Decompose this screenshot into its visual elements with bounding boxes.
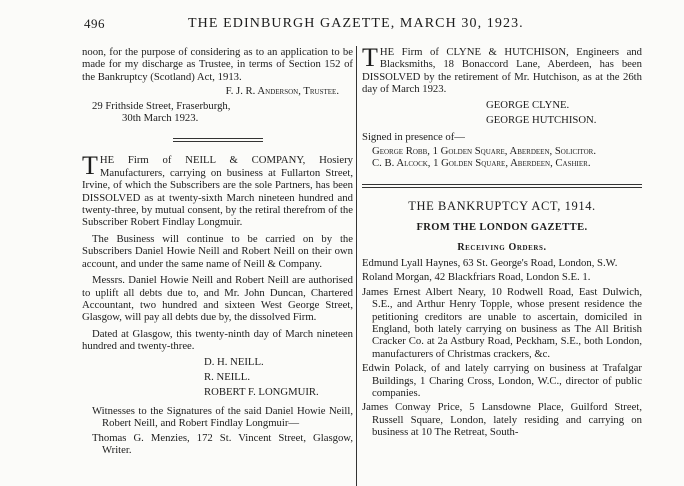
receiving-order-entry: Edwin Polack, of and lately carrying on business at Trafalgar Buildings, 1 Charing Cross, London, W.C., director of public companies. xyxy=(362,362,642,399)
double-rule xyxy=(173,138,263,142)
signatory-clyne: GEORGE CLYNE. xyxy=(486,98,570,111)
witness-1: Thomas G. Menzies, 172 St. Vincent Street, Glasgow, Writer. xyxy=(92,431,353,456)
neill-dissolution-para3: Messrs. Daniel Howie Neill and Robert Neill are authorised to uplift all debts due to, and Mr. John Duncan, Chartered Accountant, two hundred and sixteen West George Street, Glasgow, will pay all debts due by, the dissolved Firm. xyxy=(82,274,353,324)
drop-cap: T xyxy=(82,151,98,181)
trustee-notice-text: noon, for the purpose of considering as to an application to be made for my discharge as Trustee, in terms of Section 152 of the Bankruptcy (Scotland) Act, 1913. xyxy=(82,46,353,83)
neill-dissolution-para1 xyxy=(82,151,353,229)
witness-intro: Witnesses to the Signatures of the said Daniel Howie Neill, Robert Neill, and Robert Findlay Longmuir— xyxy=(92,404,353,430)
signatory-1: D. H. NEILL. xyxy=(204,355,264,368)
trustee-signature xyxy=(82,85,353,97)
signatory-2: R. NEILL. xyxy=(204,370,251,383)
clyne-dissolution-text xyxy=(362,43,642,96)
receiving-orders-heading: Receiving Orders. xyxy=(457,242,547,254)
receiving-order-entry: Roland Morgan, 42 Blackfriars Road, London S.E. 1. xyxy=(362,271,591,284)
neill-dissolution-para2: The Business will continue to be carried on by the Subscribers Daniel Howie Neill and Robert Neill on their own account, and under the same name of Neill & Company. xyxy=(82,232,353,270)
trustee-address: 29 Frithside Street, Fraserburgh, xyxy=(92,99,231,112)
trustee-name: F. J. R. Anderson, Trustee. xyxy=(225,85,339,98)
signatory-hutchison: GEORGE HUTCHISON. xyxy=(486,114,597,127)
right-column xyxy=(362,43,642,441)
witness-robb: George Robb, 1 Golden Square, Aberdeen, Solicitor. xyxy=(372,144,597,157)
page-header xyxy=(84,16,644,32)
signed-in-presence: Signed in presence of— xyxy=(362,131,465,144)
drop-cap: T xyxy=(362,43,378,72)
double-rule xyxy=(362,184,642,188)
act-title: THE BANKRUPTCY ACT, 1914. xyxy=(408,198,596,213)
neill-dissolution-para4: Dated at Glasgow, this twenty-ninth day of March nineteen hundred and twenty-three. xyxy=(82,327,353,353)
page-number: 496 xyxy=(84,16,105,31)
column-divider xyxy=(356,46,357,486)
receiving-order-entry: James Conway Price, 5 Lansdowne Place, Guilford Street, Russell Square, London, lately residing and carrying on business at 10 The Retreat, South- xyxy=(362,401,642,439)
clyne-text: HE Firm of CLYNE & HUTCHISON, Engineers and Blacksmiths, 18 Bonaccord Lane, Aberdeen, has been DISSOLVED by the retirement of Mr. Hutchison, as at the 26th day of March 1923. xyxy=(362,46,642,96)
receiving-order-entry: Edmund Lyall Haynes, 63 St. George's Road, London, S.W. xyxy=(362,256,618,269)
witness-alcock: C. B. Alcock, 1 Golden Square, Aberdeen, Cashier. xyxy=(372,157,591,170)
receiving-order-entry: James Ernest Albert Neary, 10 Rodwell Road, East Dulwich, S.E., and Arthur Henry Topple, whose present residence the petitioning creditors are unable to ascertain, domiciled in England, both lately carrying on business as The All British Cracker Co. at 2a Astbury Road, Peckham, S.E., both London, manufacturers of Christmas crackers, &c. xyxy=(362,285,642,360)
left-column xyxy=(82,46,353,456)
trustee-date: 30th March 1923. xyxy=(122,112,199,125)
act-source: FROM THE LONDON GAZETTE. xyxy=(416,222,588,234)
signatory-3: ROBERT F. LONGMUIR. xyxy=(204,386,319,399)
gazette-title: THE EDINBURGH GAZETTE, MARCH 30, 1923. xyxy=(188,16,524,31)
neill-para1-text: HE Firm of NEILL & COMPANY, Hosiery Manufacturers, carrying on business at Fullarton Street, Irvine, of which the Subscribers are the sole Partners, has been DISSOLVED as at twenty-sixth March nineteen hundred and twenty-three, by mutual consent, by the retiral therefrom of the Subscriber Robert Findlay Longmuir. xyxy=(82,154,353,229)
